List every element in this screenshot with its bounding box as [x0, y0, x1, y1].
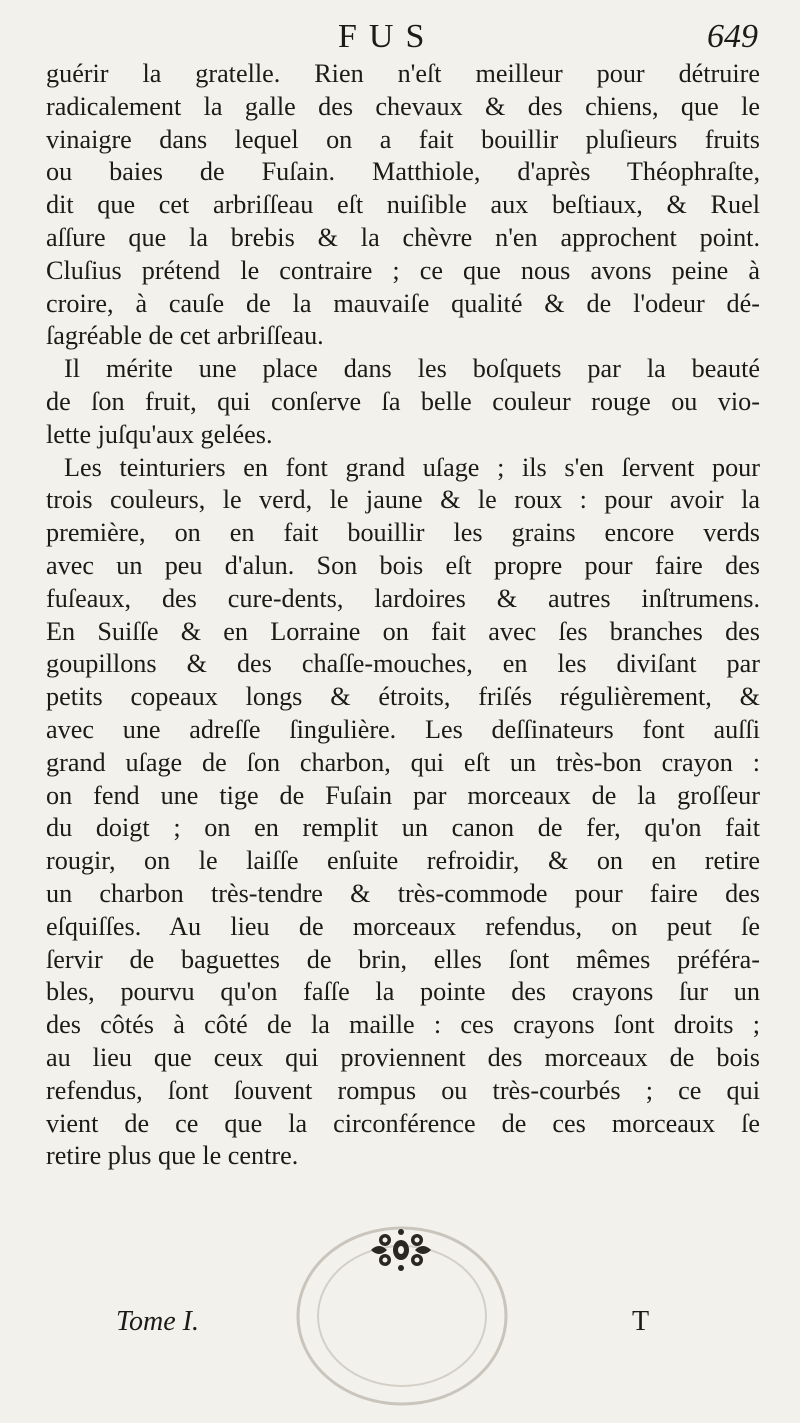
- text-line: petits copeaux longs & étroits, friſés régulièrement, &: [46, 682, 760, 712]
- text-line: du doigt ; on en remplit un canon de fer, qu'on fait: [46, 813, 760, 843]
- text-line: Il mérite une place dans les boſquets par la beauté: [64, 354, 760, 384]
- text-line: ſagréable de cet arbriſſeau.: [46, 321, 324, 351]
- text-line: grand uſage de ſon charbon, qui eſt un très-bon crayon :: [46, 747, 760, 777]
- signature-mark: T: [632, 1306, 650, 1337]
- text-line: eſquiſſes. Au lieu de morceaux refendus, on peut ſe: [46, 911, 760, 941]
- text-line: lette juſqu'aux gelées.: [46, 419, 273, 449]
- text-line: En Suiſſe & en Lorraine on fait avec ſes branches des: [46, 616, 760, 646]
- text-line: dit que cet arbriſſeau eſt nuiſible aux beſtiaux, & Ruel: [46, 190, 760, 220]
- text-line: avec une adreſſe ſingulière. Les deſſinateurs font auſſi: [46, 714, 760, 744]
- text-line: guérir la gratelle. Rien n'eſt meilleur pour détruire: [46, 59, 760, 88]
- text-line: fuſeaux, des cure-dents, lardoires & autres inſtrumens.: [46, 583, 760, 613]
- text-line: radicalement la galle des chevaux & des chiens, que le: [46, 91, 760, 121]
- text-line: de ſon fruit, qui conſerve ſa belle couleur rouge ou vio-: [46, 386, 760, 416]
- text-line: Cluſius prétend le contraire ; ce que nous avons peine à: [46, 255, 760, 285]
- running-head: FUS: [338, 18, 437, 55]
- text-line: un charbon très-tendre & très-commode pour faire des: [46, 878, 760, 908]
- text-line: retire plus que le centre.: [46, 1141, 299, 1171]
- text-line: Les teinturiers en font grand uſage ; ils s'en ſervent pour: [64, 452, 760, 482]
- page-header: [0, 16, 800, 56]
- fleuron-ornament: [365, 1228, 437, 1272]
- body-text: [46, 58, 760, 1173]
- paragraph: [46, 353, 760, 451]
- text-line: refendus, ſont ſouvent rompus ou très-courbés ; ce qui: [46, 1075, 760, 1105]
- text-line: on fend une tige de Fuſain par morceaux de la groſſeur: [46, 780, 760, 810]
- text-line: croire, à cauſe de la mauvaiſe qualité & de l'odeur dé-: [46, 288, 760, 318]
- page-footer: [0, 1306, 800, 1346]
- text-line: avec un peu d'alun. Son bois eſt propre pour faire des: [46, 550, 760, 580]
- text-line: aſſure que la brebis & la chèvre n'en approchent point.: [46, 222, 760, 252]
- text-line: ou baies de Fuſain. Matthiole, d'après Théophraſte,: [46, 157, 760, 187]
- text-line: trois couleurs, le verd, le jaune & le roux : pour avoir la: [46, 485, 760, 515]
- text-line: vient de ce que la circonférence de ces morceaux ſe: [46, 1108, 760, 1138]
- text-line: des côtés à côté de la maille : ces crayons ſont droits ;: [46, 1010, 760, 1040]
- text-line: bles, pourvu qu'on faſſe la pointe des crayons ſur un: [46, 977, 760, 1007]
- paragraph: [46, 452, 760, 1174]
- text-line: au lieu que ceux qui proviennent des morceaux de bois: [46, 1042, 760, 1072]
- paragraph: [46, 58, 760, 353]
- text-line: vinaigre dans lequel on a fait bouillir pluſieurs fruits: [46, 124, 760, 154]
- text-line: ſervir de baguettes de brin, elles ſont mêmes préféra-: [46, 944, 760, 974]
- text-line: rougir, on le laiſſe enſuite refroidir, & on en retire: [46, 846, 760, 876]
- text-line: première, on en fait bouillir les grains encore verds: [46, 518, 760, 548]
- volume-label: Tome I.: [116, 1306, 199, 1337]
- text-line: goupillons & des chaſſe-mouches, en les diviſant par: [46, 649, 760, 679]
- page-number: 649: [707, 18, 758, 55]
